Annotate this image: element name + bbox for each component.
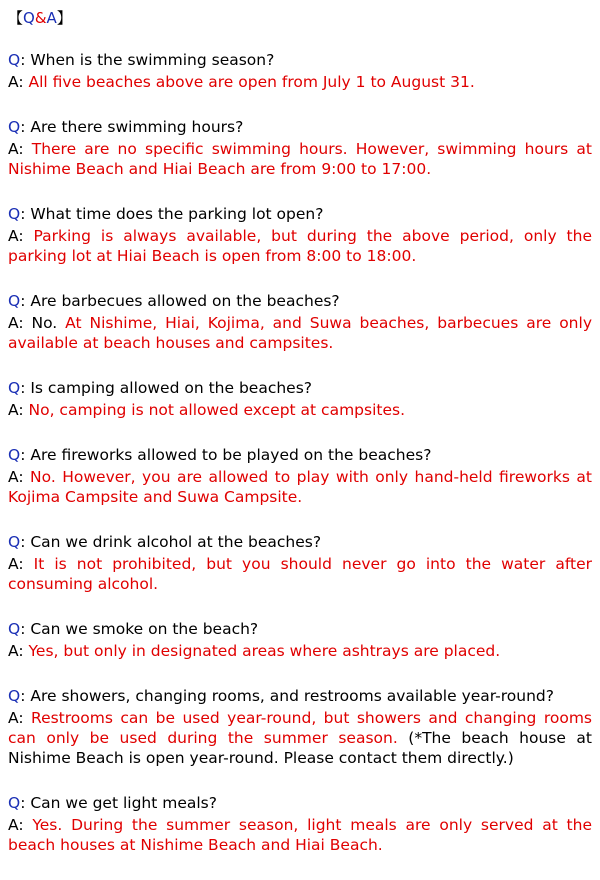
question-text: Can we drink alcohol at the beaches? <box>30 533 322 551</box>
question <box>8 532 592 552</box>
question <box>8 117 592 137</box>
question-separator: : <box>20 794 31 812</box>
answer <box>8 400 592 420</box>
answer <box>8 226 592 266</box>
question-prefix: Q <box>8 794 21 812</box>
answer-text: There are no specific swimming hours. However, swimming hours at Nishime Beach and Hiai Beach are from 9:00 to 17:00. <box>8 140 592 178</box>
question-text: When is the swimming season? <box>30 51 275 69</box>
answer-prefix: A: <box>8 468 24 486</box>
answer <box>8 641 592 661</box>
answer-text: Yes. During the summer season, light meals are only served at the beach houses at Nishime Beach and Hiai Beach. <box>8 816 592 854</box>
question-text: Can we get light meals? <box>30 794 217 812</box>
answer <box>8 708 592 768</box>
question-text: Is camping allowed on the beaches? <box>30 379 313 397</box>
answer-text: No. However, you are allowed to play with only hand-held fireworks at Kojima Campsite and Suwa Campsite. <box>8 468 592 506</box>
question <box>8 291 592 311</box>
answer-prefix: A: <box>8 555 24 573</box>
qa-item <box>8 445 592 507</box>
answer-text: At Nishime, Hiai, Kojima, and Suwa beaches, barbecues are only available at beach houses and campsites. <box>8 314 592 352</box>
question <box>8 793 592 813</box>
answer-text: No, camping is not allowed except at campsites. <box>28 401 406 419</box>
answer-prefix: A: <box>8 642 24 660</box>
qa-item <box>8 619 592 661</box>
qa-item <box>8 291 592 353</box>
answer-prefix: A: <box>8 314 24 332</box>
question-separator: : <box>20 292 31 310</box>
question-text: What time does the parking lot open? <box>30 205 324 223</box>
answer-text: Parking is always available, but during the above period, only the parking lot at Hiai Beach is open from 8:00 to 18:00. <box>8 227 592 265</box>
question <box>8 686 592 706</box>
qa-item <box>8 532 592 594</box>
question <box>8 50 592 70</box>
answer-text: Yes, but only in designated areas where ashtrays are placed. <box>28 642 501 660</box>
question-text: Can we smoke on the beach? <box>30 620 259 638</box>
question-prefix: Q <box>8 687 21 705</box>
answer-prefix: A: <box>8 73 24 91</box>
question <box>8 445 592 465</box>
answer-prefix: A: <box>8 816 24 834</box>
answer <box>8 72 592 92</box>
question-separator: : <box>20 379 31 397</box>
question-prefix: Q <box>8 118 21 136</box>
qa-list <box>8 50 592 855</box>
question-text: Are showers, changing rooms, and restrooms available year-round? <box>30 687 554 705</box>
qa-item <box>8 378 592 420</box>
question-separator: : <box>20 687 31 705</box>
heading-q: Q <box>23 9 35 27</box>
answer <box>8 139 592 179</box>
question-text: Are there swimming hours? <box>30 118 244 136</box>
question <box>8 378 592 398</box>
question-prefix: Q <box>8 51 21 69</box>
question-separator: : <box>20 205 31 223</box>
answer-prefix: A: <box>8 709 24 727</box>
question-prefix: Q <box>8 533 21 551</box>
question-prefix: Q <box>8 379 21 397</box>
answer <box>8 313 592 353</box>
question-separator: : <box>20 51 31 69</box>
answer-prefix: A: <box>8 140 24 158</box>
qa-item <box>8 50 592 92</box>
answer <box>8 554 592 594</box>
question-separator: : <box>20 446 31 464</box>
answer-text: Restrooms can be used year-round, but showers and changing rooms can only be used during the summer season. <box>8 709 592 747</box>
question-prefix: Q <box>8 292 21 310</box>
answer-prefix: A: <box>8 401 24 419</box>
qa-heading <box>8 8 592 28</box>
question-prefix: Q <box>8 620 21 638</box>
question <box>8 204 592 224</box>
qa-item <box>8 686 592 768</box>
qa-item <box>8 793 592 855</box>
answer-lead: No. <box>31 314 58 332</box>
answer-text: It is not prohibited, but you should never go into the water after consuming alcohol. <box>8 555 592 593</box>
heading-open-bracket: 【 <box>8 9 24 27</box>
question-separator: : <box>20 620 31 638</box>
answer-prefix: A: <box>8 227 24 245</box>
question-prefix: Q <box>8 205 21 223</box>
answer <box>8 467 592 507</box>
qa-document <box>8 8 592 880</box>
question-prefix: Q <box>8 446 21 464</box>
question-text: Are barbecues allowed on the beaches? <box>30 292 340 310</box>
heading-a: A <box>46 9 57 27</box>
answer-note: (*The beach house at Nishime Beach is open year-round. Please contact them directly.) <box>8 729 592 767</box>
answer-text: All five beaches above are open from July 1 to August 31. <box>28 73 475 91</box>
heading-close-bracket: 】 <box>56 9 72 27</box>
question-separator: : <box>20 118 31 136</box>
question-text: Are fireworks allowed to be played on the beaches? <box>30 446 432 464</box>
question <box>8 619 592 639</box>
heading-amp: & <box>34 9 47 27</box>
question-separator: : <box>20 533 31 551</box>
answer <box>8 815 592 855</box>
qa-item <box>8 117 592 179</box>
qa-item <box>8 204 592 266</box>
